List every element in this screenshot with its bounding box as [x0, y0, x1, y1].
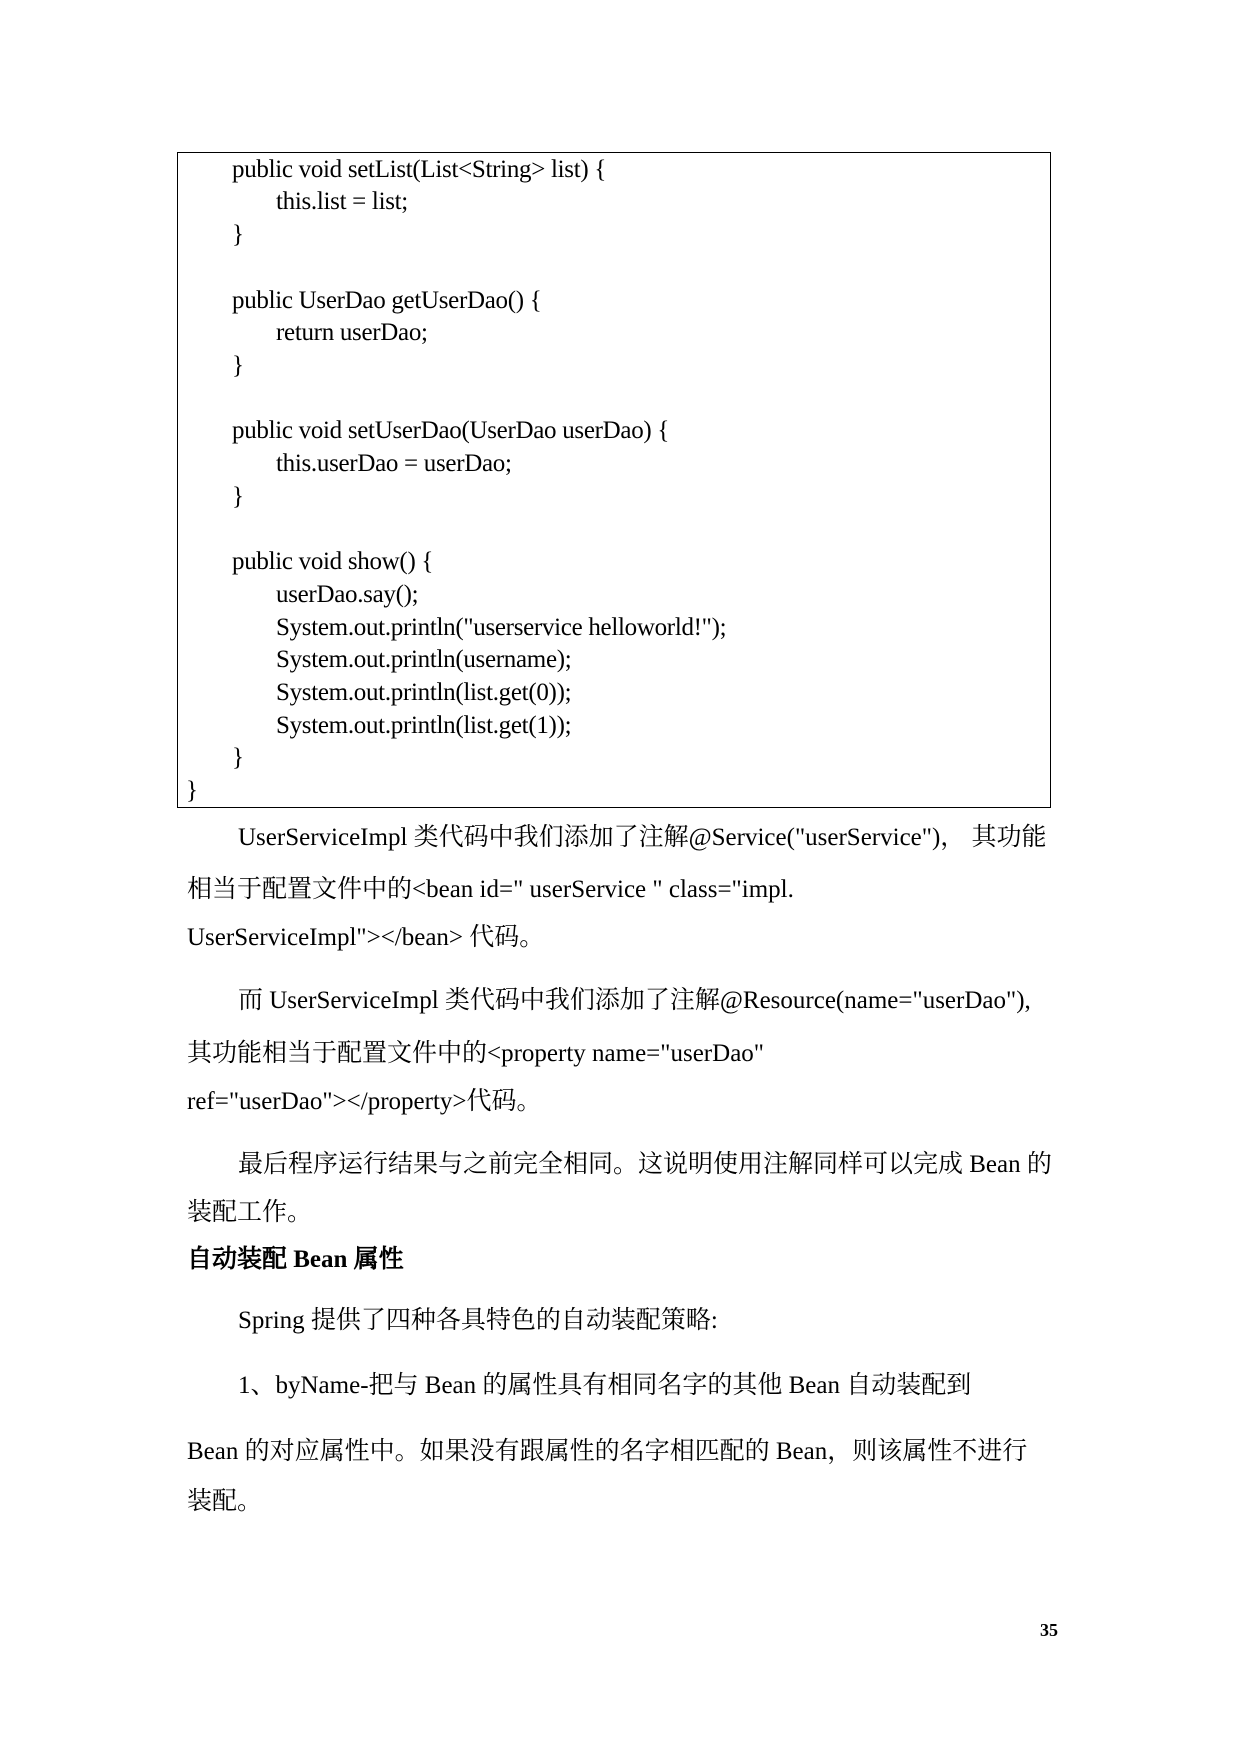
paragraph-line: 相当于配置文件中的<bean id=" userService " class="impl. [187, 876, 794, 903]
code-line: } [232, 352, 244, 379]
code-line: } [232, 221, 244, 248]
paragraph-line: 最后程序运行结果与之前完全相同。这说明使用注解同样可以完成 Bean 的 [238, 1151, 1052, 1178]
section-heading: 自动装配 Bean 属性 [187, 1246, 404, 1273]
code-line: this.list = list; [276, 188, 408, 215]
paragraph-line: ref="userDao"></property>代码。 [187, 1088, 542, 1115]
page-number: 35 [1040, 1620, 1058, 1640]
code-line: System.out.println("userservice helloworld!"); [276, 614, 727, 641]
code-line: System.out.println(username); [276, 646, 572, 673]
code-line: System.out.println(list.get(0)); [276, 679, 572, 706]
code-line: } [186, 777, 198, 804]
paragraph-line: 1、byName-把与 Bean 的属性具有相同名字的其他 Bean 自动装配到 [238, 1372, 972, 1399]
paragraph-line: UserServiceImpl"></bean> 代码。 [187, 924, 545, 951]
paragraph-line: Spring 提供了四种各具特色的自动装配策略: [238, 1307, 718, 1334]
paragraph-line: 装配。 [187, 1488, 263, 1515]
code-line: public void show() { [232, 548, 434, 575]
code-line: return userDao; [276, 319, 428, 346]
code-line: public void setList(List<String> list) { [232, 156, 607, 183]
paragraph-line: Bean 的对应属性中。如果没有跟属性的名字相匹配的 Bean，则该属性不进行 [187, 1438, 1028, 1465]
paragraph-line: UserServiceImpl 类代码中我们添加了注解@Service("userService")， 其功能 [238, 824, 1047, 851]
paragraph-line: 其功能相当于配置文件中的<property name="userDao" [187, 1040, 764, 1067]
code-line: this.userDao = userDao; [276, 450, 512, 477]
paragraph-line: 而 UserServiceImpl 类代码中我们添加了注解@Resource(name="userDao"), [238, 987, 1031, 1014]
code-line: System.out.println(list.get(1)); [276, 712, 572, 739]
code-line: } [232, 483, 244, 510]
code-line: public UserDao getUserDao() { [232, 287, 542, 314]
code-line: userDao.say(); [276, 581, 419, 608]
code-listing-box [177, 152, 1051, 808]
code-line: public void setUserDao(UserDao userDao) { [232, 417, 670, 444]
code-line: } [232, 744, 244, 771]
paragraph-line: 装配工作。 [187, 1199, 313, 1226]
